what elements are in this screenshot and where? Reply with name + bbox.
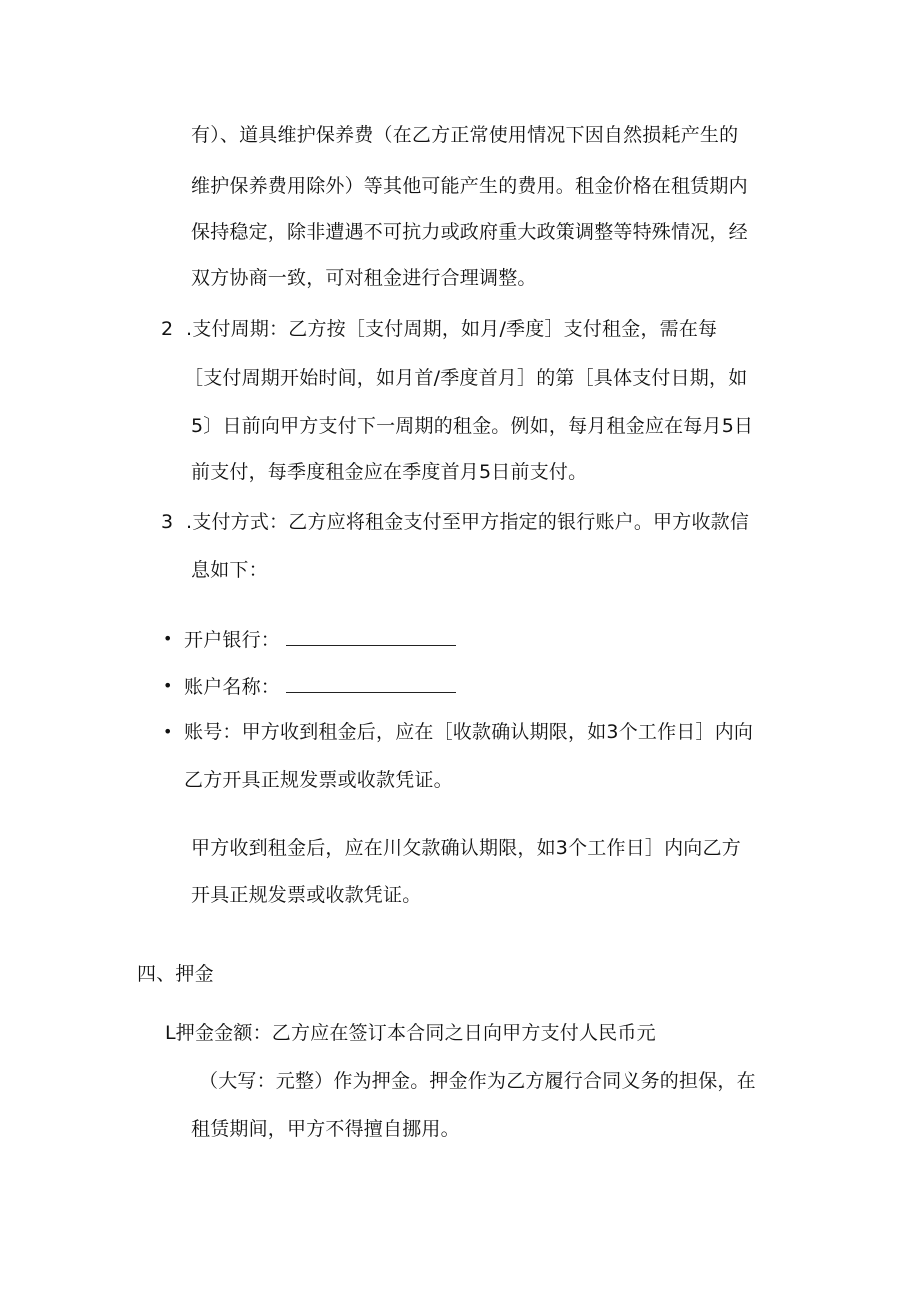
clause-3-line-2: 息如下： <box>191 559 268 581</box>
account-name-label: 账户名称： <box>184 676 281 698</box>
clause-2-line-4: 前支付，每季度租金应在季度首月5日前支付。 <box>191 461 588 483</box>
fee-clause-line-2: 维护保养费用除外）等其他可能产生的费用。租金价格在租赁期内 <box>191 175 748 197</box>
bullet-icon: • <box>163 629 173 648</box>
clause-2-line-3: 5〕日前向甲方支付下一周期的租金。例如，每月租金应在每月5日 <box>191 415 754 437</box>
account-name-blank <box>286 674 456 693</box>
deposit-line-1: L押金金额：乙方应在签订本合同之日向甲方支付人民币元 <box>165 1022 656 1044</box>
fee-clause-line-4: 双方协商一致，可对租金进行合理调整。 <box>191 267 537 289</box>
clause-number: 2 <box>161 318 174 340</box>
clause-3-line-1: .支付方式：乙方应将租金支付至甲方指定的银行账户。甲方收款信 <box>186 511 750 533</box>
receipt-line-1: 甲方收到租金后，应在川攵款确认期限，如3个工作日］内向乙方 <box>191 837 741 859</box>
fee-clause-line-1: 有）、道具维护保养费（在乙方正常使用情况下因自然损耗产生的 <box>191 124 739 146</box>
account-number-line-2: 乙方开具正规发票或收款凭证。 <box>184 769 453 791</box>
account-number-line-1: 账号：甲方收到租金后，应在［收款确认期限，如3个工作日］内向 <box>184 721 754 743</box>
section-heading: 四、押金 <box>137 963 214 985</box>
receipt-line-2: 开具正规发票或收款凭证。 <box>191 884 422 906</box>
account-name-item <box>184 674 456 699</box>
clause-number: 3 <box>161 511 174 533</box>
bullet-icon: • <box>163 722 173 741</box>
bank-name-label: 开户银行： <box>184 629 281 651</box>
deposit-line-2: （大写：元整）作为押金。押金作为乙方履行合同义务的担保，在 <box>199 1070 756 1092</box>
bank-name-item <box>184 627 456 652</box>
clause-2-line-2: ［支付周期开始时间，如月首/季度首月］的第［具体支付日期，如 <box>184 367 748 389</box>
bank-name-blank <box>286 627 456 646</box>
bullet-icon: • <box>163 676 173 695</box>
clause-2-line-1: .支付周期：乙方按［支付周期，如月/季度］支付租金，需在每 <box>186 318 718 340</box>
fee-clause-line-3: 保持稳定，除非遭遇不可抗力或政府重大政策调整等特殊情况，经 <box>191 221 748 243</box>
deposit-line-3: 租赁期间，甲方不得擅自挪用。 <box>191 1118 460 1140</box>
